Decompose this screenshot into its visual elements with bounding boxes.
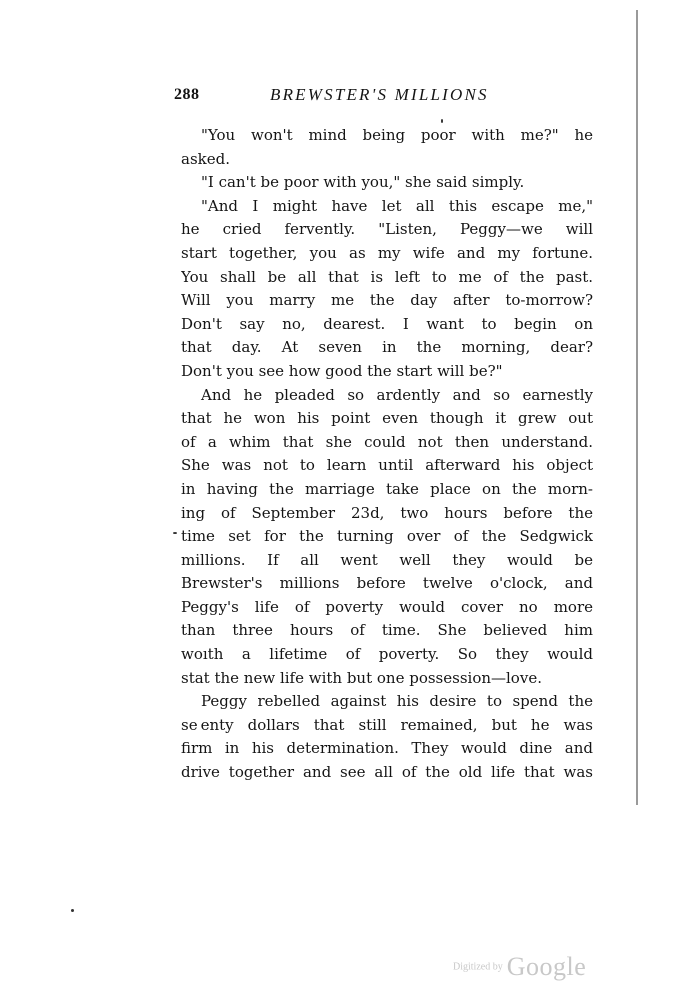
watermark-prefix: Digitized by <box>453 961 503 973</box>
text-line: "And I might have let all this escape me," <box>201 196 593 215</box>
digitized-watermark <box>453 952 586 982</box>
text-line: You shall be all that is left to me of the past. <box>181 267 593 286</box>
body-text <box>181 124 593 785</box>
text-line: that day. At seven in the morning, dear? <box>181 338 593 357</box>
text-line: stat the new life with but one possession—love. <box>181 668 542 687</box>
text-line: Don't say no, dearest. I want to begin on <box>181 314 593 333</box>
text-line: "I can't be poor with you," she said simply. <box>201 173 525 192</box>
text-line: "You won't mind being poor with me?" he <box>201 126 593 144</box>
text-line: time set for the turning over of the Sedgwick <box>181 527 593 546</box>
text-line: Brewster's millions before twelve o'clock, and <box>181 574 593 593</box>
running-header <box>174 84 634 112</box>
text-line: Peggy rebelled against his desire to spend the <box>201 692 593 711</box>
text-line: She was not to learn until afterward his object <box>181 456 593 475</box>
text-line: woıth a lifetime of poverty. So they would <box>181 645 593 664</box>
running-title: BREWSTER'S MILLIONS <box>270 85 489 104</box>
text-line: se enty dollars that still remained, but he was <box>181 715 593 734</box>
text-line: Peggy's life of poverty would cover no more <box>181 597 593 616</box>
page-number: 288 <box>174 86 200 103</box>
text-line: Don't you see how good the start will be?" <box>181 361 503 380</box>
text-line: that he won his point even though it grew out <box>181 409 593 428</box>
text-line: ing of September 23d, two hours before the <box>181 503 593 522</box>
text-line: Will you marry me the day after to-morrow? <box>181 291 593 310</box>
text-line: than three hours of time. She believed him <box>181 621 593 640</box>
stray-mark <box>71 909 74 912</box>
text-line: millions. If all went well they would be <box>181 550 593 569</box>
text-line: asked. <box>181 149 230 168</box>
stray-mark <box>441 119 443 123</box>
text-line: of a whim that she could not then understand. <box>181 432 593 451</box>
stray-mark <box>173 532 177 534</box>
text-line: drive together and see all of the old life that was <box>181 763 593 782</box>
page-edge-line <box>636 10 638 805</box>
watermark-brand: Google <box>506 952 587 981</box>
text-line: he cried fervently. "Listen, Peggy—we will <box>181 220 593 239</box>
text-line: in having the marriage take place on the morn- <box>181 479 593 498</box>
text-line: firm in his determination. They would dine and <box>181 739 593 758</box>
text-line: start together, you as my wife and my fortune. <box>181 243 593 262</box>
text-line: And he pleaded so ardently and so earnestly <box>201 385 593 404</box>
